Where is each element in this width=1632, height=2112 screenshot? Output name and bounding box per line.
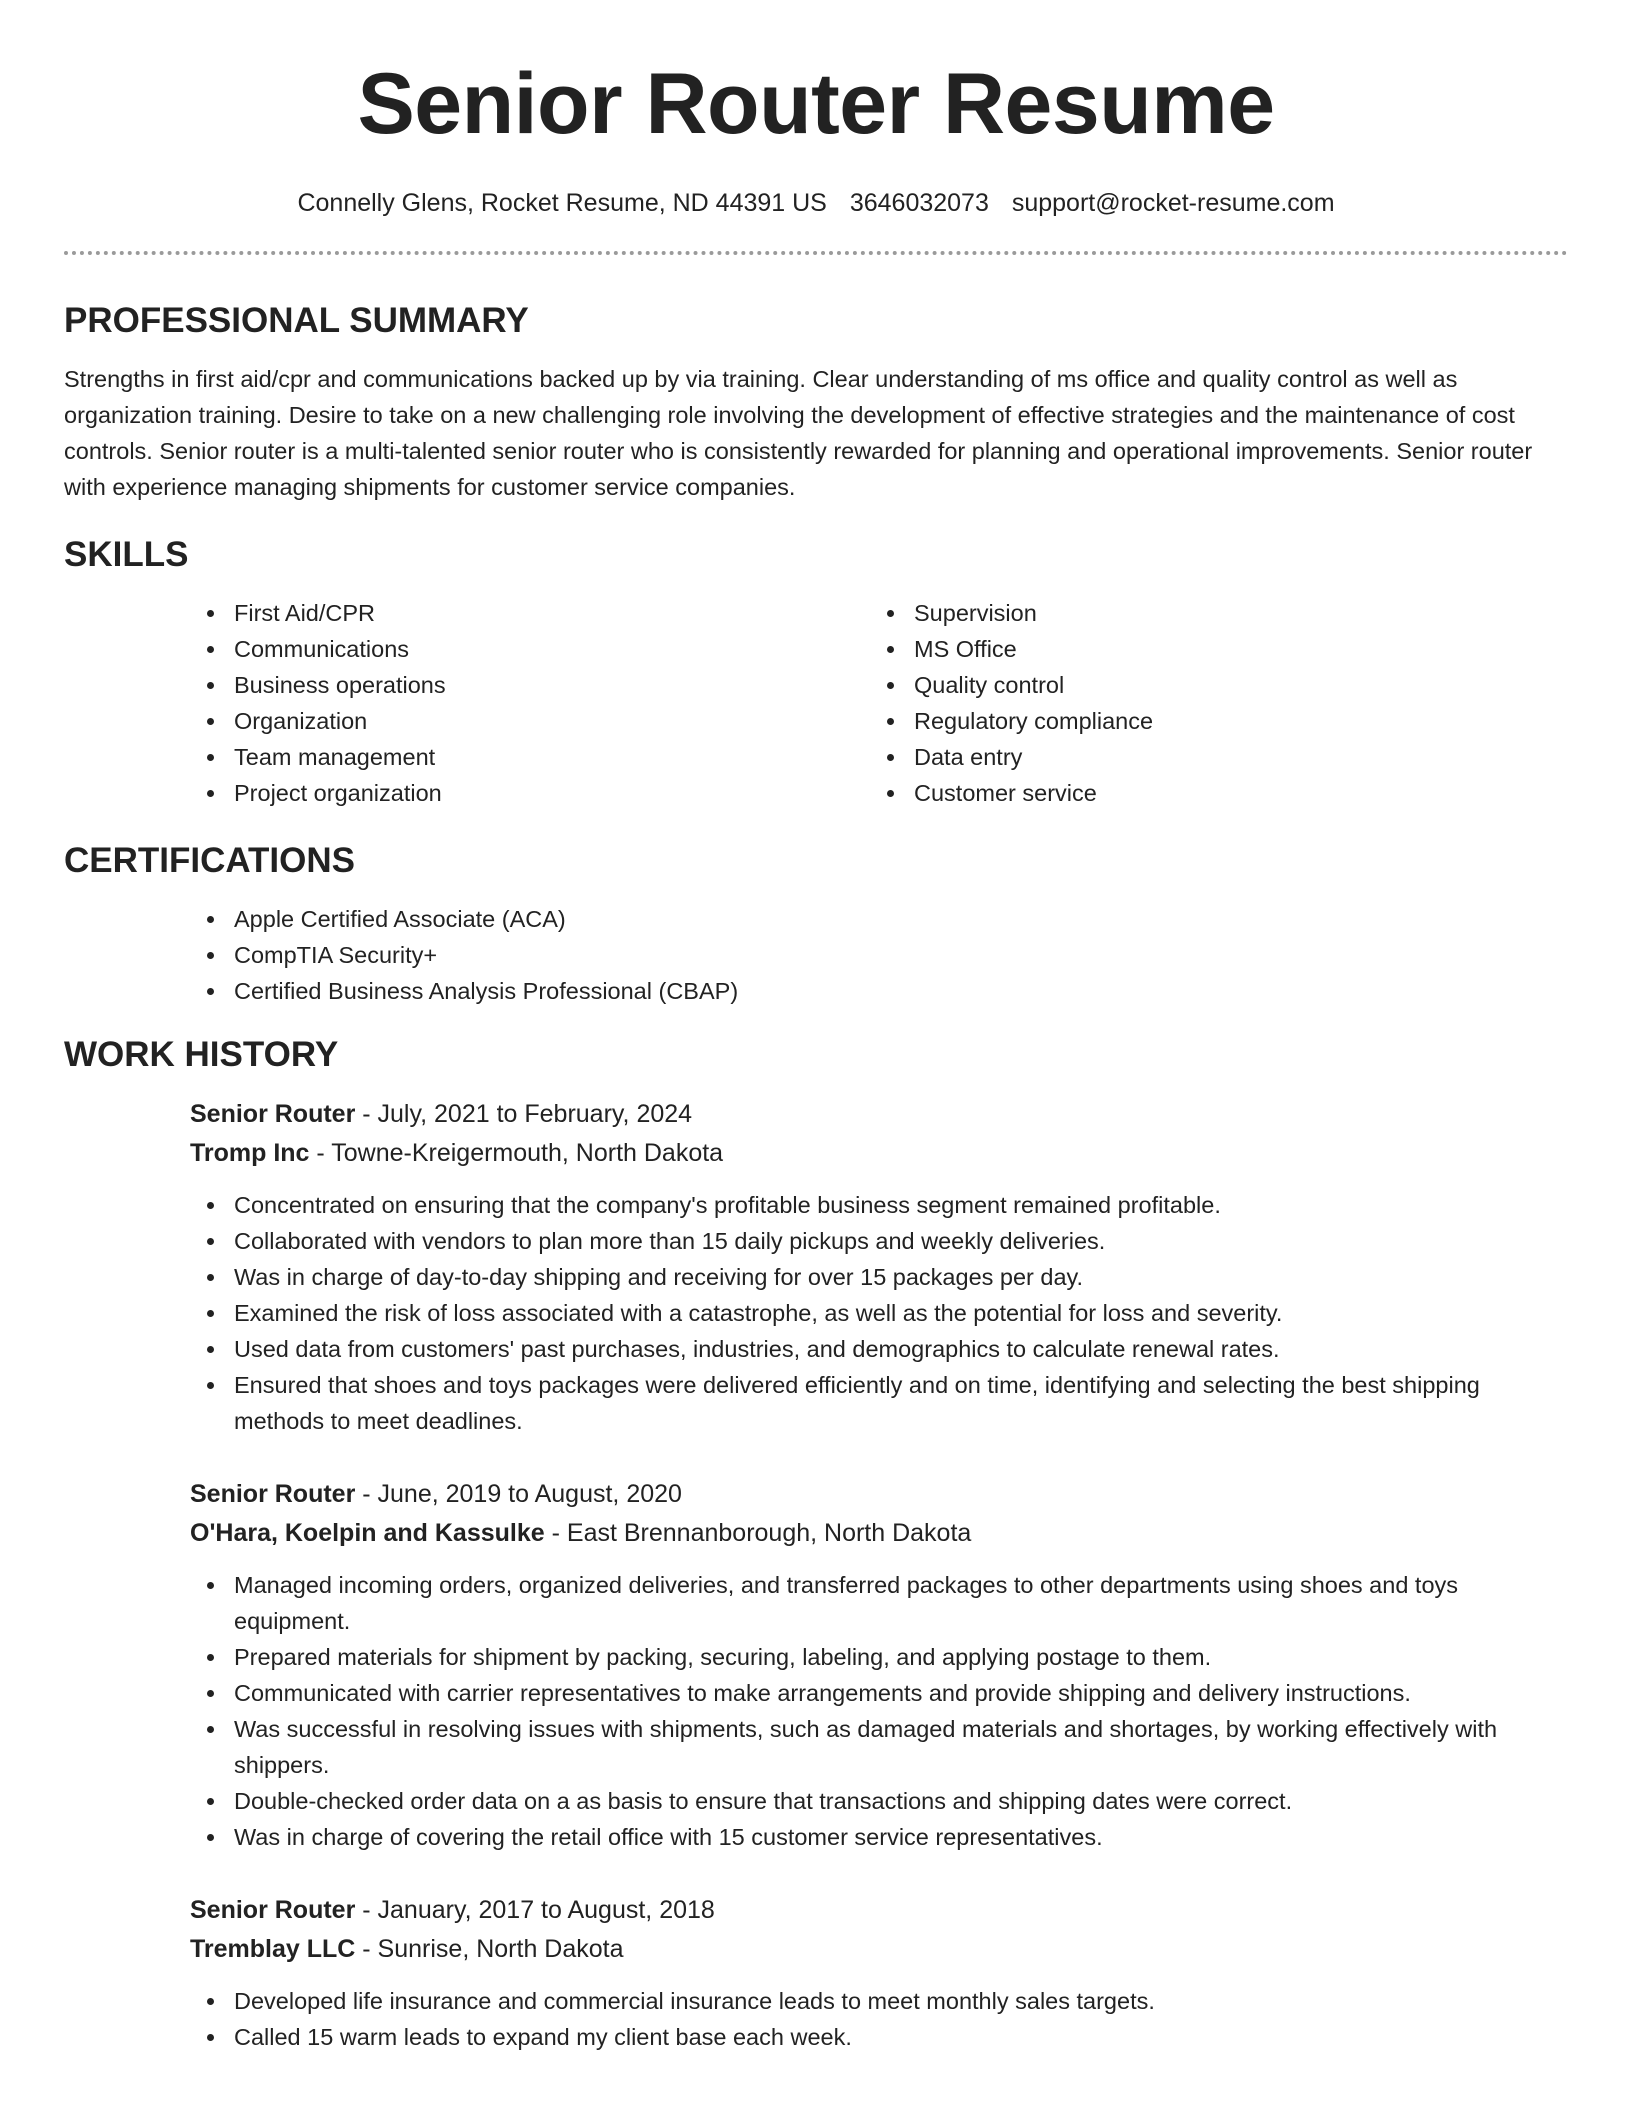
- job-bullet: Was successful in resolving issues with shipments, such as damaged materials and shortages, by working effectively with shippers.: [190, 1711, 1568, 1783]
- skill-item: Supervision: [870, 595, 1550, 631]
- page-title: Senior Router Resume: [357, 56, 1275, 152]
- job-bullet: Examined the risk of loss associated with a catastrophe, as well as the potential for loss and severity.: [190, 1295, 1568, 1331]
- skill-item: Regulatory compliance: [870, 703, 1550, 739]
- job-bullet: Prepared materials for shipment by packing, securing, labeling, and applying postage to them.: [190, 1639, 1568, 1675]
- skill-item: Team management: [190, 739, 870, 775]
- job-bullet: Collaborated with vendors to plan more than 15 daily pickups and weekly deliveries.: [190, 1223, 1568, 1259]
- skill-item: Business operations: [190, 667, 870, 703]
- job-bullet: Double-checked order data on a as basis to ensure that transactions and shipping dates were correct.: [190, 1783, 1568, 1819]
- contact-line: [64, 186, 1568, 220]
- job-location: - Towne-Kreigermouth, North Dakota: [316, 1139, 724, 1167]
- skill-item: MS Office: [870, 631, 1550, 667]
- job-bullet: Concentrated on ensuring that the company's profitable business segment remained profitable.: [190, 1187, 1568, 1223]
- job-bullets: [190, 1567, 1568, 1855]
- job-bullet: Developed life insurance and commercial insurance leads to meet monthly sales targets.: [190, 1983, 1568, 2019]
- job-bullet: Ensured that shoes and toys packages were delivered efficiently and on time, identifying and selecting the best shipping methods to meet deadlines.: [190, 1367, 1568, 1439]
- job-dates: - January, 2017 to August, 2018: [362, 1896, 715, 1924]
- job-entry: [190, 1891, 1568, 2055]
- skills-list-left: [190, 595, 870, 811]
- summary-text: Strengths in first aid/cpr and communications backed up by via training. Clear understanding of ms office and quality control as well as organization training. Desire to take on a new challenging role involving the development of effective strategies and the maintenance of cost controls. Senior router is a multi-talented senior router who is consistently rewarded for planning and operational improvements. Senior router with experience managing shipments for customer service companies.: [64, 366, 1533, 500]
- certifications-list: [190, 901, 1568, 1009]
- job-bullet: Was in charge of day-to-day shipping and receiving for over 15 packages per day.: [190, 1259, 1568, 1295]
- job-company: Tromp Inc: [190, 1139, 310, 1167]
- skill-item: Customer service: [870, 775, 1550, 811]
- job-location: - Sunrise, North Dakota: [362, 1935, 624, 1963]
- work-history-heading: WORK HISTORY: [64, 1035, 339, 1074]
- job-bullets: [190, 1187, 1568, 1439]
- certification-item: Apple Certified Associate (ACA): [190, 901, 1568, 937]
- certification-item: CompTIA Security+: [190, 937, 1568, 973]
- contact-address: Connelly Glens, Rocket Resume, ND 44391 US: [297, 189, 827, 217]
- skill-item: Project organization: [190, 775, 870, 811]
- job-company-line: [190, 1930, 1568, 1969]
- skill-item: First Aid/CPR: [190, 595, 870, 631]
- summary-heading: PROFESSIONAL SUMMARY: [64, 301, 529, 340]
- job-company: O'Hara, Koelpin and Kassulke: [190, 1519, 545, 1547]
- skills-list-right: [870, 595, 1550, 811]
- contact-phone: 3646032073: [849, 189, 989, 217]
- job-role-line: [190, 1891, 1568, 1930]
- job-entry: [190, 1475, 1568, 1855]
- resume-page: [64, 0, 1568, 2055]
- skills-grid: [190, 595, 1568, 811]
- skill-item: Organization: [190, 703, 870, 739]
- job-dates: - June, 2019 to August, 2020: [362, 1480, 682, 1508]
- job-entry: [190, 1095, 1568, 1439]
- job-company: Tremblay LLC: [190, 1935, 356, 1963]
- job-bullet: Managed incoming orders, organized deliveries, and transferred packages to other departments using shoes and toys equipment.: [190, 1567, 1568, 1639]
- job-bullet: Was in charge of covering the retail office with 15 customer service representatives.: [190, 1819, 1568, 1855]
- skill-item: Communications: [190, 631, 870, 667]
- skill-item: Quality control: [870, 667, 1550, 703]
- job-company-line: [190, 1134, 1568, 1173]
- contact-email: support@rocket-resume.com: [1011, 189, 1335, 217]
- certifications-heading: CERTIFICATIONS: [64, 841, 356, 880]
- certification-item: Certified Business Analysis Professional (CBAP): [190, 973, 1568, 1009]
- job-role: Senior Router: [190, 1480, 356, 1508]
- job-bullet: Communicated with carrier representatives to make arrangements and provide shipping and delivery instructions.: [190, 1675, 1568, 1711]
- job-role-line: [190, 1475, 1568, 1514]
- job-location: - East Brennanborough, North Dakota: [551, 1519, 972, 1547]
- job-role-line: [190, 1095, 1568, 1134]
- skills-heading: SKILLS: [64, 535, 189, 574]
- job-bullets: [190, 1983, 1568, 2055]
- header-divider: [64, 251, 1568, 255]
- job-company-line: [190, 1514, 1568, 1553]
- job-role: Senior Router: [190, 1100, 356, 1128]
- job-bullet: Used data from customers' past purchases, industries, and demographics to calculate renewal rates.: [190, 1331, 1568, 1367]
- job-role: Senior Router: [190, 1896, 356, 1924]
- job-dates: - July, 2021 to February, 2024: [362, 1100, 693, 1128]
- job-bullet: Called 15 warm leads to expand my client base each week.: [190, 2019, 1568, 2055]
- skill-item: Data entry: [870, 739, 1550, 775]
